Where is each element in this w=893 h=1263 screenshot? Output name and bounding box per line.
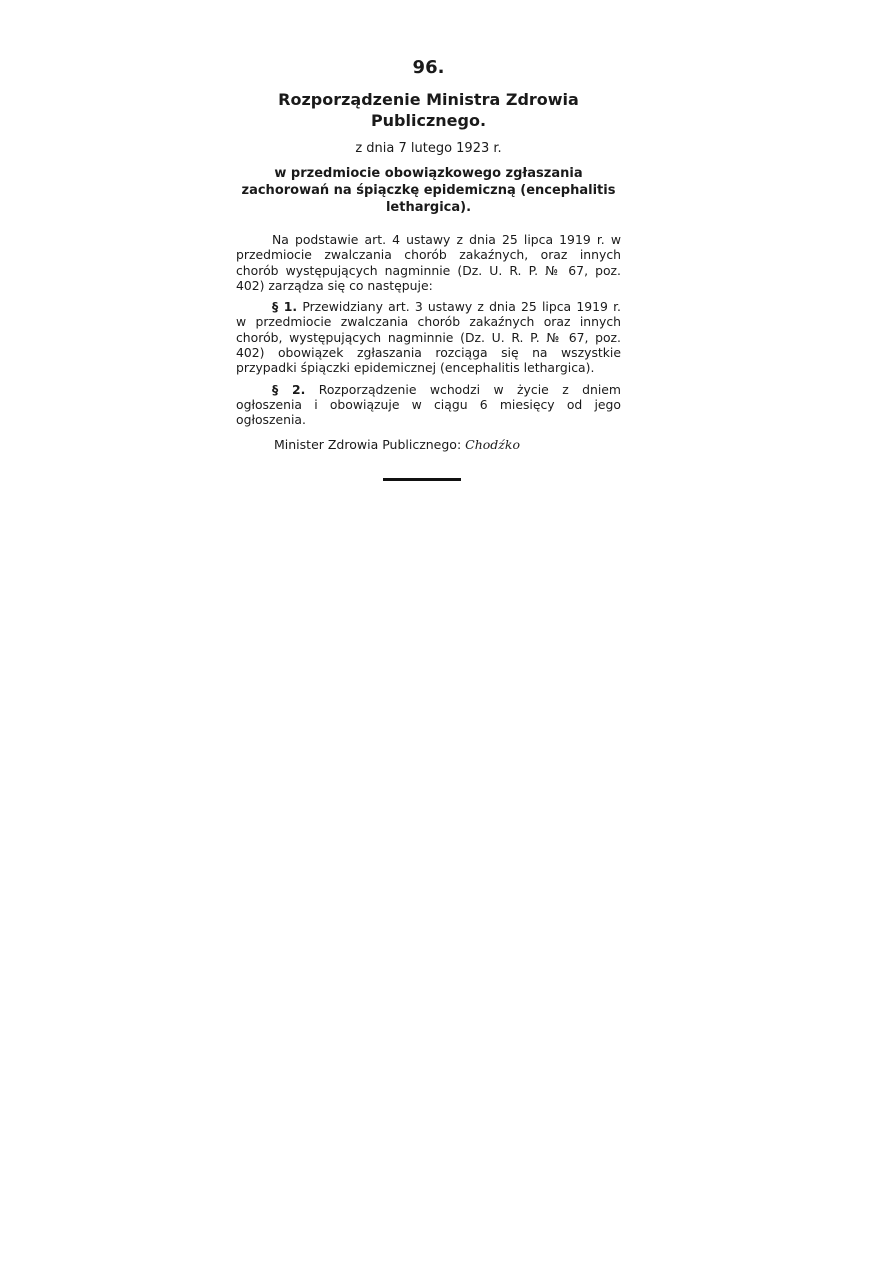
page-number: 96. bbox=[412, 57, 445, 78]
regulation-subject: w przedmiocie obowiązkowego zgłaszania zachorowań na śpiączkę epidemiczną (encephalitis lethargica). bbox=[241, 166, 616, 215]
section-1-text: Przewidziany art. 3 ustawy z dnia 25 lipca 1919 r. w przedmiocie zwalczania chorób zakaźnych oraz innych chorób, występujących nagminnie (Dz. U. R. P. № 67, poz. 402) obowiązek zgłaszania rozciąga się na wszystkie przypadki śpiączki epidemicznej (encephalitis lethargica). bbox=[236, 299, 621, 376]
signature-name: Chodźko bbox=[465, 436, 520, 452]
preamble-paragraph: Na podstawie art. 4 ustawy z dnia 25 lipca 1919 r. w przedmiocie zwalczania chorób zakaźnych, oraz innych chorób występujących nagminnie (Dz. U. R. P. № 67, poz. 402) zarządza się co następuje: bbox=[236, 232, 621, 293]
document-page bbox=[236, 55, 621, 481]
section-1 bbox=[236, 299, 621, 375]
regulation-title-line-1: Rozporządzenie Ministra Zdrowia bbox=[278, 90, 579, 109]
section-2 bbox=[236, 382, 621, 428]
section-2-label: § 2. bbox=[272, 381, 306, 397]
section-2-text: Rozporządzenie wchodzi w życie z dniem ogłoszenia i obowiązuje w ciągu 6 miesięcy od jego ogłoszenia. bbox=[236, 381, 621, 428]
regulation-title bbox=[236, 89, 621, 131]
section-1-label: § 1. bbox=[272, 299, 298, 315]
closing-rule bbox=[383, 478, 461, 481]
signature-role: Minister Zdrowia Publicznego: bbox=[274, 436, 462, 452]
signature-line bbox=[274, 436, 621, 454]
regulation-title-line-2: Publicznego. bbox=[370, 111, 487, 130]
regulation-date: z dnia 7 lutego 1923 r. bbox=[355, 141, 502, 156]
